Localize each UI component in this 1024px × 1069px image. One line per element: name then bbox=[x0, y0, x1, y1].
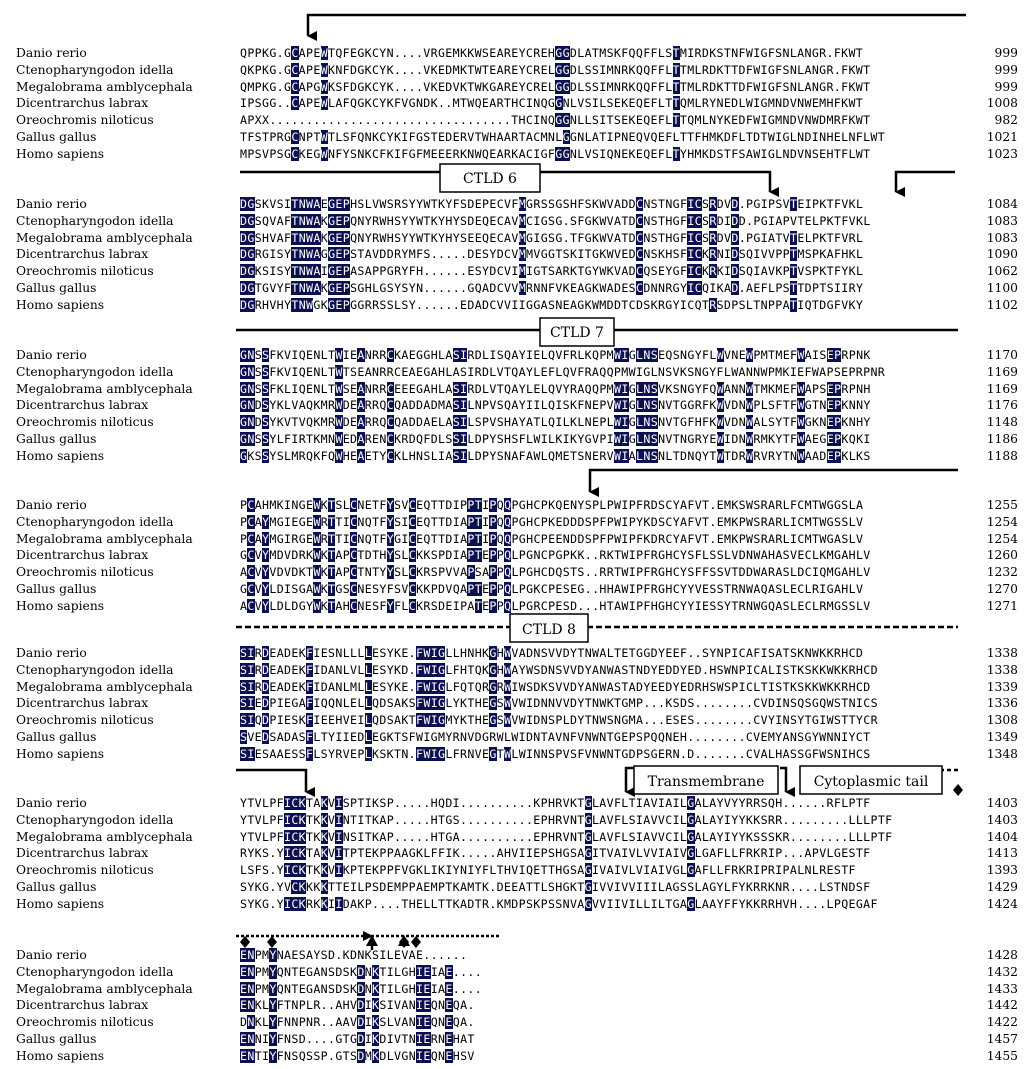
species-name: Homo sapiens bbox=[16, 896, 105, 911]
sequence-text: DGTGVYFTNWAKGEPSGHLGSYSYN......GQADCVVMRNNFVKEAGKWADESCDNNRGYICQIKAD.AEFLPSTTDPTSIIRY bbox=[240, 281, 864, 295]
species-name: Megalobrama amblycephala bbox=[16, 531, 193, 546]
sequence-text: SIQDPIESKFIEEHVEILQDSAKTFWIGMYKTHEGSWVWIDNSPLDYTNWSNGMA...ESES........CVYINSYTGIWSTTYCR bbox=[240, 713, 878, 728]
species-name: Oreochromis niloticus bbox=[16, 863, 154, 878]
sequence-text: ENNIYFNSD....GTGDIKDIVTNIERNEHAT bbox=[240, 1032, 475, 1046]
species-name: Oreochromis niloticus bbox=[16, 113, 154, 128]
species-name: Ctenopharyngodon idella bbox=[16, 364, 174, 379]
residue-position: 1270 bbox=[986, 582, 1018, 596]
species-name: Homo sapiens bbox=[16, 297, 105, 312]
sequence-text: LSFS.YICKTKKVIKPTEKPPFVGKLIKIYNIYFLTHVIQETTHGSAGIVAIVLVIAIVGLGAFLLFRKRIPRIPALNLRESTF bbox=[240, 863, 856, 878]
diamond-markers bbox=[240, 936, 421, 948]
species-name: Dicentrarchus labrax bbox=[16, 96, 149, 111]
sequence-text: ENPMYQNTEGANSDSKDNKTILGHIEIAE.... bbox=[240, 981, 483, 996]
sequence-text: DGSHVAFTNWAKGEPQNYRWHSYYWTKYHYSEEQECAVMGIGSG.TFGKWVATDCNSTHGFICSRDVD.PGIATVTELPKTFVRL bbox=[240, 230, 864, 245]
domain-bracket-line bbox=[236, 770, 306, 792]
residue-position: 1170 bbox=[986, 348, 1018, 362]
species-name: Homo sapiens bbox=[16, 746, 105, 761]
species-name: Gallus gallus bbox=[16, 130, 97, 144]
residue-position: 1083 bbox=[986, 213, 1018, 228]
residue-position: 1062 bbox=[986, 264, 1018, 279]
species-name: Oreochromis niloticus bbox=[16, 415, 154, 430]
sequence-text: GNSSFKLIQENLTWSEANRRCEEEGAHLASIRDLVTQAYLELQVYRAQQPMWIGLNSVKSNGYFQWANNWTMKMEFWAPSEPRPNH bbox=[240, 381, 871, 396]
species-name: Megalobrama amblycephala bbox=[16, 981, 193, 996]
svg-text:CTLD 6: CTLD 6 bbox=[463, 171, 517, 187]
species-name: Gallus gallus bbox=[16, 432, 97, 446]
residue-position: 1186 bbox=[986, 432, 1018, 446]
species-name: Danio rerio bbox=[16, 348, 87, 362]
residue-position: 1308 bbox=[986, 713, 1018, 728]
residue-position: 1102 bbox=[986, 297, 1018, 312]
residue-position: 1023 bbox=[986, 146, 1018, 161]
species-name: Danio rerio bbox=[16, 948, 87, 962]
domain-label-transmembrane bbox=[634, 766, 778, 794]
sequence-text: APXX.................................THCINQGGNLLSITSEKEQEFLTTQMLNYKEDFWIGMNDVNWDMRFKWT bbox=[240, 113, 871, 128]
sequence-text: YTVLPFICKTKKVINSITKAP.....HTGA..........EPHRVNTGLAVFLSIAVVCILGALAYIYYKSSSKR........LLLPTF bbox=[240, 829, 893, 844]
sequence-text: GNSSYLFIRTKMNWEDARENCKRDQFDLSSILDPYSHSFLWILKIKYGVPIWIGLNSNVTNGRYEWIDNWRMKYTFWAEGEPKQKI bbox=[240, 432, 871, 446]
residue-position: 1339 bbox=[986, 679, 1018, 694]
sequence-text: YTVLPFICKTAKVISPTIKSP.....HQDI..........KPHRVKTGLAVFLTIAVIAILGALAYVYYRRSQH......RFLPTF bbox=[240, 796, 871, 810]
species-name: Megalobrama amblycephala bbox=[16, 829, 193, 844]
sequence-text: TFSTPRGCNPTWTLSFQNKCYKIFGSTEDERVTWHAARTACMNLGGNLATIPNEQVQEFLTTFHMKDFLTDTWIGLNDINHELNFLWT bbox=[240, 130, 886, 144]
sequence-text: SIRDEADEKFIESNLLLLESYKE.FWIGLLHNHKGHWVADNSVVDYTNWALTETGGDYEEF..SYNPICAFISATSKNWKKRHCD bbox=[240, 646, 864, 660]
residue-position: 1413 bbox=[986, 846, 1018, 861]
sequence-text: GCVYMDVDRKWKTAPCTDTHYSLCKKSPDIAPTEPPQLPGNCPGPKK..RKTWIPFRGHCYSFLSSLVDNWAHASVECLKMGAHLV bbox=[240, 548, 871, 563]
sequence-text: GKSSYSLMRQKFQWHEAETYCKLHNSLIASILDPYSNAFAWLQMETSNERVWIALNSNLTDNQYTWTDRWRVRYTNWAADEPKLKS bbox=[240, 448, 871, 463]
residue-position: 1429 bbox=[986, 880, 1018, 894]
species-name: Megalobrama amblycephala bbox=[16, 230, 193, 245]
residue-position: 1457 bbox=[986, 1032, 1018, 1046]
domain-label-cytoplasmic-tail bbox=[800, 766, 942, 794]
species-name: Gallus gallus bbox=[16, 880, 97, 894]
sequence-text: ENPMYQNTEGANSDSKDNKTILGHIEIAE.... bbox=[240, 964, 483, 979]
residue-position: 1338 bbox=[986, 646, 1018, 660]
species-name: Homo sapiens bbox=[16, 598, 105, 613]
residue-position: 1254 bbox=[986, 514, 1018, 529]
sequence-text: GCVYLDISGAWKTGSCNESYFSVCKKPDVQAPTEPPQLPGKCPESEG..HHAWIPFRGHCYYVESSTRNWAQASLECLRIGAHLV bbox=[240, 582, 864, 596]
residue-position: 1433 bbox=[986, 981, 1018, 996]
residue-position: 1422 bbox=[986, 1015, 1018, 1030]
sequence-text: QMPKG.GCAPGWKSFDGKCYK....VKEDVKTWKGAREYCRELGGDLSSIMNRKQQFFLTTMLRDKTTDFWIGFSNLANGR.FKWT bbox=[240, 79, 871, 94]
residue-position: 1404 bbox=[986, 829, 1018, 844]
residue-position: 1393 bbox=[986, 863, 1018, 878]
sequence-text: RYKS.YICKTAKVITPTEKPPAAGKLFFIK.....AHVIIEPSHGSAGITVAIVLVVIAIVGLGAFLLFRKRIP...APVLGESTF bbox=[240, 846, 871, 861]
species-name: Oreochromis niloticus bbox=[16, 713, 154, 728]
sequence-text: ACVYLDLDGYWKTAHCNESFYFLCKRSDEIPATEPPQLPGRCPESD...HTAWIPFHGHCYYIESSYTRNWGQASLECLRMGSSLV bbox=[240, 598, 871, 613]
residue-position: 1432 bbox=[986, 964, 1018, 979]
domain-bracket-line bbox=[896, 172, 955, 192]
species-name: Homo sapiens bbox=[16, 1048, 105, 1063]
species-name: Oreochromis niloticus bbox=[16, 264, 154, 279]
sequence-text: SYKG.YICKRKKIIDAKP....THELLTTKADTR.KMDPSKPSSNVAGVVIIVILLILTGAGLAAYFFYKKRRHVH....LPQEGAF bbox=[240, 896, 878, 911]
sequence-text: DGKSISYTNWAIGEPASAPPGRYFH......ESYDCVIMIGTSARKTGYWKVADCQSEYGFICKRKIDSQIAVKPTVSPKTFYKL bbox=[240, 264, 864, 279]
residue-position: 1338 bbox=[986, 662, 1018, 677]
sequence-text: SIEDPIEGAFIQQNLELLQDSAKSFWIGLYKTHEGSWVWIDNNVVDYTNWKTGMP...KSDS........CVDINSQSGQWSTNICS bbox=[240, 696, 878, 711]
sequence-text: PCAYMGIEGEWRTTICNQTFYSICEQTTDIAPTIPQQPGHCPKEDDDSPFPWIPYKDSCYAFVT.EMKPWSRARLICMTWGSSLV bbox=[240, 514, 864, 529]
sequence-text: GNSSFKVIQENLTWTSEANRRCEAEGAHLASIRDLVTQAYLEFLQVFRAQQPMWIGLNSVKSNGYFLWANNWPMKIEFWAPSEPRPNR bbox=[240, 364, 886, 379]
domain-bracket-line bbox=[590, 470, 958, 492]
species-name: Gallus gallus bbox=[16, 1032, 97, 1046]
sequence-text: SIRDEADEKFIDANLMLLESYKE.FWIGLFQTQRGRWIWSDKSVVDYANWASTADYEEDYEDRHSWSPICLTISTKSKKWKKRHCD bbox=[240, 679, 871, 694]
svg-text:Transmembrane: Transmembrane bbox=[647, 774, 765, 790]
svg-text:CTLD 7: CTLD 7 bbox=[550, 325, 604, 341]
residue-position: 1260 bbox=[986, 548, 1018, 563]
residue-position: 1083 bbox=[986, 230, 1018, 245]
residue-position: 1336 bbox=[986, 696, 1018, 711]
sequence-text: QPPKG.GCAPEWTQFEGKCYN....VRGEMKKWSEAREYCREHGGDLATMSKFQQFFLSTMIRDKSTNFWIGFSNLANGR.FKWT bbox=[240, 46, 864, 60]
residue-position: 1084 bbox=[986, 197, 1018, 211]
residue-position: 999 bbox=[994, 79, 1018, 94]
species-name: Ctenopharyngodon idella bbox=[16, 213, 174, 228]
residue-position: 1232 bbox=[986, 565, 1018, 580]
species-name: Homo sapiens bbox=[16, 448, 105, 463]
species-name: Ctenopharyngodon idella bbox=[16, 62, 174, 77]
sequence-text: PCAYMGIRGEWRTTICNQTFYGICEQTTDIAPTIPQQPGHCPEENDDSPFPWIPFKDRCYAFVT.EMKPWSRARLICMTWGASLV bbox=[240, 531, 864, 546]
residue-position: 1271 bbox=[986, 598, 1018, 613]
species-name: Gallus gallus bbox=[16, 730, 97, 744]
sequence-text: SIESAAESSFLSYRVEPLKSKTN.FWIGLFRNVEGTWLWINNSPVSFVNWNTGDPSGERN.D.......CVALHASSGFWSNIHCS bbox=[240, 746, 871, 761]
sequence-text: ENKLYFTNPLR..AHVDIKSIVANIEQNEQA. bbox=[240, 998, 475, 1013]
svg-text:Cytoplasmic tail: Cytoplasmic tail bbox=[813, 774, 929, 790]
sequence-text: DGSKVSITNWAEGEPHSLVWSRSYYWTKYFSDEPECVFMGRSSGSHFSKWVADDCNSTNGFICSRDVD.PGIPSVTEIPKTFVKL bbox=[240, 197, 864, 211]
sequence-text: SIRDEADEKFIDANLVLLESYKD.FWIGLFHTQKGHWAYWSDNSVVDYANWASTNDYEDDYED.HSWNPICALISTKSKKWKKRHCD bbox=[240, 662, 878, 677]
residue-position: 1349 bbox=[986, 730, 1018, 744]
sequence-text: SYKG.YVCKKKKTTEILPSDEMPPAEMPTKAMTK.DEEATTLSHGKTGIVVIVVIIILAGSSLAGYLFYKRRKNR....LSTNDSF bbox=[240, 880, 871, 894]
domain-label-ctld6 bbox=[440, 164, 540, 192]
sequence-text: GNDSYKLVAQKMRWDEARRQCQADDADMASILNPVSQAYIILQISKFNEPVWIGLNSNVTGGRFKWVDNWPLSFTFWGTNEPKNNY bbox=[240, 398, 871, 413]
sequence-text: QKPKG.GCAPEWKNFDGKCYK....VKEDMKTWTEAREYCRELGGDLSSIMNRKQQFFLTTMLRDKTTDFWIGFSNLANGR.FKWT bbox=[240, 62, 871, 77]
species-name: Danio rerio bbox=[16, 46, 87, 60]
sequence-text: IPSGG..CAPEWLAFQGKCYKFVGNDK..MTWQEARTHCINQGGNLVSILSEKEQEFLTTQMLRYNEDLWIGMNDVNWEMHFKWT bbox=[240, 96, 864, 111]
residue-position: 999 bbox=[994, 46, 1018, 60]
residue-position: 1188 bbox=[986, 448, 1018, 463]
residue-position: 1148 bbox=[986, 415, 1018, 430]
sequence-text: ENPMYNAESAYSD.KDNKSILEVAE...... bbox=[240, 948, 468, 962]
residue-position: 1169 bbox=[986, 364, 1018, 379]
domain-label-ctld7 bbox=[540, 318, 614, 346]
species-name: Ctenopharyngodon idella bbox=[16, 514, 174, 529]
species-name: Dicentrarchus labrax bbox=[16, 846, 149, 861]
species-name: Megalobrama amblycephala bbox=[16, 381, 193, 396]
species-name: Dicentrarchus labrax bbox=[16, 998, 149, 1013]
sequence-text: YTVLPFICKTKKVINTITKAP.....HTGS..........EPHRVNTGLAVFLSIAVVCILGALAYIYYKKSRR.........LLLPTF bbox=[240, 812, 893, 827]
sequence-text: SVEDSADASFLTYIIEDLEGKTSFWIGMYRNVDGRWLWIDNTAVNFVNWNTGEPSPQQNEH........CVEMYANSGYWNNIYCT bbox=[240, 730, 871, 744]
species-name: Dicentrarchus labrax bbox=[16, 696, 149, 711]
sequence-text: MPSVPSGCKEGWNFYSNKCFKIFGFMEEERKNWQEARKACIGFGGNLVSIQNEKEQEFLTYHMKDSTFSAWIGLNDVNSEHTFLWT bbox=[240, 146, 871, 161]
species-name: Danio rerio bbox=[16, 646, 87, 660]
residue-position: 1403 bbox=[986, 812, 1018, 827]
domain-label-ctld8 bbox=[510, 614, 588, 642]
sequence-text: DGRHVHYTNWGKGEPGGRRSSLSY......EDADCVVIIGGASNEAGKWMDDTCDSKRGYICQTRSDPSLTNPPATIQTDGFVKY bbox=[240, 297, 864, 312]
sequence-text: GNDSYKVTVQKMRWDEARRQCQADDAELASILSPVSHAYATLQILKLNEPLWIGLNSNVTGFHFKWVDNWALSYTFWGKNEPKNHY bbox=[240, 415, 871, 430]
residue-position: 1403 bbox=[986, 796, 1018, 810]
species-name: Oreochromis niloticus bbox=[16, 565, 154, 580]
residue-position: 1100 bbox=[986, 281, 1018, 295]
sequence-text: ACVYVDVDKTWKTAPCTNTYYSLCKRSPVVAPSAPPQLPGHCDQSTS..RRTWIPFRGHCYSFFSSVTDDWARASLDCIQMGAHLV bbox=[240, 565, 871, 580]
residue-position: 1442 bbox=[986, 998, 1018, 1013]
residue-position: 1090 bbox=[986, 247, 1018, 262]
species-name: Ctenopharyngodon idella bbox=[16, 812, 174, 827]
species-name: Gallus gallus bbox=[16, 281, 97, 295]
residue-position: 999 bbox=[994, 62, 1018, 77]
residue-position: 1021 bbox=[986, 130, 1018, 144]
species-name: Danio rerio bbox=[16, 498, 87, 512]
sequence-text: DGRGISYTNWAGGEPSTAVDDRYMFS.....DESYDCVMMVGGTSKITGKWVEDCNSKHSFICKRNIDSQIVVPPTMSPKAFHKL bbox=[240, 247, 864, 262]
residue-position: 1169 bbox=[986, 381, 1018, 396]
domain-bracket-line bbox=[780, 768, 786, 792]
species-name: Ctenopharyngodon idella bbox=[16, 662, 174, 677]
domain-bracket-line bbox=[308, 15, 966, 36]
residue-position: 1008 bbox=[986, 96, 1018, 111]
sequence-text: GNSSFKVIQENLTWIEANRRCKAEGGHLASIRDLISQAYIELQVFRLKQPMWIGLNSEQSNGYFLWVNEWPMTMEFWAISEPRPNK bbox=[240, 348, 871, 362]
species-name: Megalobrama amblycephala bbox=[16, 79, 193, 94]
species-name: Homo sapiens bbox=[16, 146, 105, 161]
svg-text:CTLD 8: CTLD 8 bbox=[522, 622, 576, 638]
residue-position: 1348 bbox=[986, 746, 1018, 761]
species-name: Megalobrama amblycephala bbox=[16, 679, 193, 694]
sequence-text: DNKLYFNNPNR..AAVDIKSLVANIEQNEQA. bbox=[240, 1015, 475, 1030]
species-name: Dicentrarchus labrax bbox=[16, 247, 149, 262]
species-name: Dicentrarchus labrax bbox=[16, 548, 149, 563]
species-name: Dicentrarchus labrax bbox=[16, 398, 149, 413]
residue-position: 1424 bbox=[986, 896, 1018, 911]
residue-position: 1176 bbox=[986, 398, 1018, 413]
species-name: Oreochromis niloticus bbox=[16, 1015, 154, 1030]
residue-position: 1254 bbox=[986, 531, 1018, 546]
residue-position: 982 bbox=[994, 113, 1018, 128]
species-name: Danio rerio bbox=[16, 796, 87, 810]
species-name: Danio rerio bbox=[16, 197, 87, 211]
sequence-text: PCAHMKINGEWKTSLCNETFYSVCEQTTDIPPTIPQQPGHCPKQENYSPLPWIPFRDSCYAFVT.EMKSWSRARLFCMTWGGSLA bbox=[240, 498, 864, 512]
sequence-text: ENTIYFNSQSSP.GTSDMKDLVGNIEQNEHSV bbox=[240, 1048, 475, 1063]
residue-position: 1255 bbox=[986, 498, 1018, 512]
sequence-text: DGSQVAFTNWAKGEPQNYRWHSYYWTKYHYSDEQECAVMCIGSG.SFGKWVATDCNSTHGFICSRDIDD.PGIAPVTELPKTFVKL bbox=[240, 213, 871, 228]
residue-position: 1428 bbox=[986, 948, 1018, 962]
species-name: Ctenopharyngodon idella bbox=[16, 964, 174, 979]
diamond-marker bbox=[953, 784, 963, 796]
species-name: Gallus gallus bbox=[16, 582, 97, 596]
residue-position: 1455 bbox=[986, 1048, 1018, 1063]
